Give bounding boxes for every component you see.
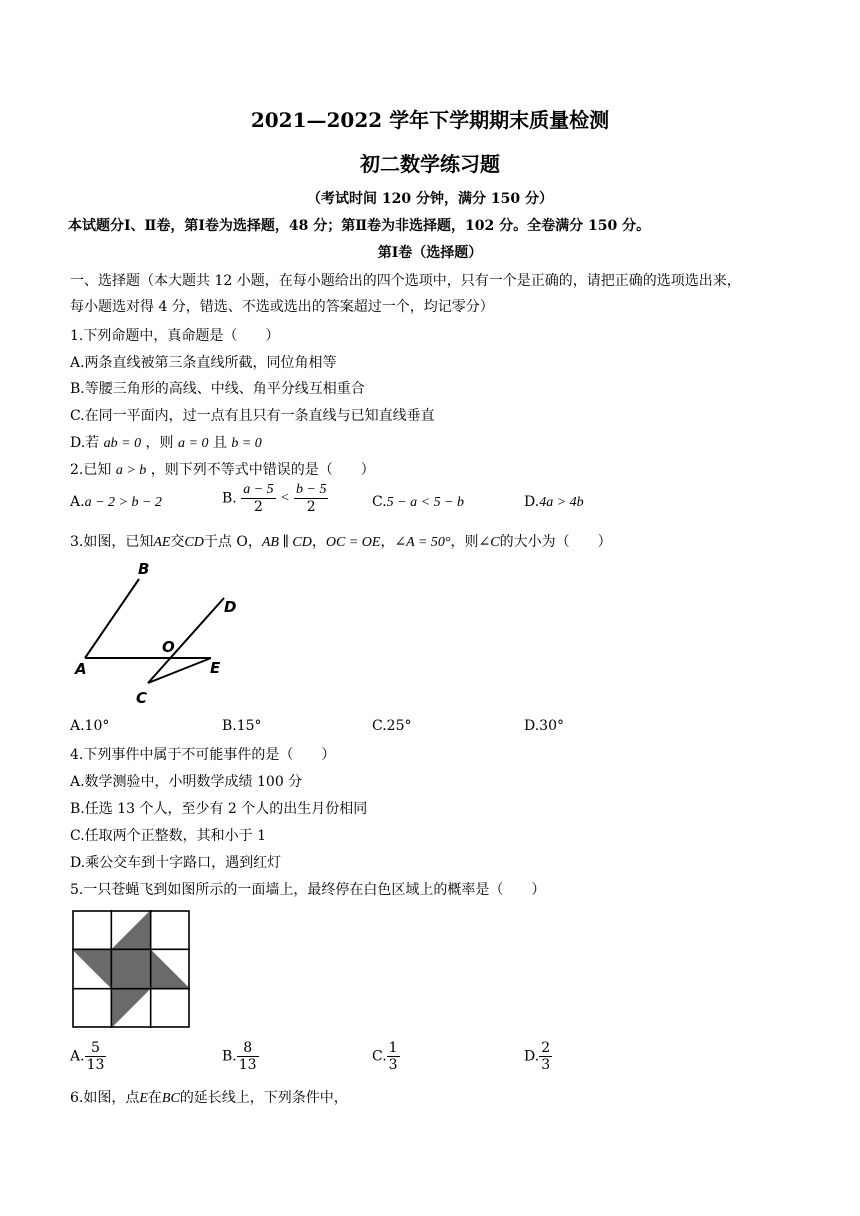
q2-c-label: C. [372,494,387,510]
q6-stem-t2: 的延长线上，下列条件中， [179,1090,348,1106]
q5-a-num: 5 [85,1040,107,1057]
q1-d-and: 且 [212,435,227,451]
q1-option-c: C.在同一平面内，过一点有且只有一条直线与已知直线垂直 [70,408,435,424]
q2-b-frac1 [241,482,275,515]
q2-stem-suffix: ，则下列不等式中错误的是（ ） [150,462,375,478]
label-e: E [210,659,221,677]
q4-option-b: B.任选 13 个人，至少有 2 个人的出生月份相同 [70,801,368,817]
q5-c-num: 1 [388,1040,398,1056]
q2-b-num1: a − 5 [241,482,275,499]
q3-stem-t1: 交 [170,534,185,550]
label-b: B [138,560,150,578]
q4-option-d: D.乘公交车到十字路口，遇到红灯 [70,855,282,871]
q3-stem-t2: 于点 O， [203,534,262,550]
q5-stem: 5.一只苍蝇飞到如图所示的一面墙上，最终停在白色区域上的概率是（ ） [70,882,546,898]
q5-b-den: 13 [238,1057,257,1074]
q6-stem-t1: 在 [147,1090,162,1106]
segment-ce [148,658,211,683]
label-a: A [75,660,87,678]
q5-b-label: B. [222,1048,237,1065]
q5-a-den: 13 [86,1057,105,1074]
q2-b-den1: 2 [253,499,263,516]
q3-stem-t4: ， [380,534,395,550]
q6-stem-prefix: 6.如图，点 [70,1090,140,1106]
q3-figure-lines [85,579,224,683]
label-o: O [162,638,175,656]
q5-c-den: 3 [388,1057,398,1074]
q2-b-num2: b − 5 [294,482,328,499]
q3-figure [70,555,240,710]
q1-d-math1: ab = 0 [103,436,142,451]
q2-a-math: a − 2 > b − 2 [84,495,162,510]
q5-b-num: 8 [237,1040,259,1057]
time-note: （考试时间 120 分钟，满分 150 分） [307,191,553,207]
q2-stem [70,459,375,479]
q5-option-a [70,1040,106,1073]
q3-option-a: A.10° [70,718,110,734]
label-d: D [224,598,237,616]
q6-stem-math2: BC [161,1091,180,1106]
q3-stem-prefix: 3.如图，已知 [70,534,154,550]
q5-a-label: A. [70,1048,85,1065]
q5-d-frac [539,1040,552,1073]
q6-stem-math1: E [139,1091,148,1106]
q3-stem-t6: 的大小为（ ） [499,534,612,550]
q3-stem-math6: ∠C [478,535,500,550]
q2-b-den2: 2 [306,499,316,516]
q5-c-frac [387,1040,400,1073]
exam-subtitle: 初二数学练习题 [360,152,500,176]
q4-stem: 4.下列事件中属于不可能事件的是（ ） [70,747,336,763]
q1-option-b: B.等腰三角形的高线、中线、角平分线互相重合 [70,381,365,397]
q2-option-c [372,494,464,511]
q2-option-b [222,482,328,515]
q2-stem-math: a > b [115,463,147,478]
q2-d-label: D. [524,494,540,510]
q3-stem-t5: ，则 [450,534,479,550]
q1-d-math3: b = 0 [231,436,262,451]
q3-option-c: C.25° [372,718,412,734]
q1-stem: 1.下列命题中，真命题是（ ） [70,328,280,344]
q2-b-frac2 [294,482,328,515]
q1-d-math2: a = 0 [178,436,209,451]
q5-option-d [524,1040,552,1073]
q3-stem-math2: CD [184,535,204,550]
q2-option-d [524,494,584,511]
q5-option-b [222,1040,259,1073]
q4-option-c: C.任取两个正整数，其和小于 1 [70,828,267,844]
q6-stem [70,1087,348,1107]
part-title: 第Ⅰ卷（选择题） [377,245,483,261]
q5-d-num: 2 [541,1040,551,1056]
section-instructions-line1: 一、选择题（本大题共 12 小题，在每小题给出的四个选项中，只有一个是正确的，请把正确的选项选出来， [70,273,741,289]
q3-stem-math5: ∠A = 50° [394,535,451,550]
structure-note: 本试题分Ⅰ、Ⅱ卷，第Ⅰ卷为选择题，48 分；第Ⅱ卷为非选择题，102 分。全卷满分 150 分。 [68,218,651,234]
q2-option-a [70,494,162,511]
q3-stem-t3: ， [311,534,326,550]
q1-d-mid: ，则 [145,435,174,451]
q5-a-frac [85,1040,107,1073]
q2-c-math: 5 − a < 5 − b [386,495,465,510]
q1-option-a: A.两条直线被第三条直线所截，同位角相等 [70,355,337,371]
label-c: C [136,689,148,707]
q2-stem-prefix: 2.已知 [70,462,112,478]
q3-stem-math4: OC = OE [325,535,381,550]
q2-a-label: A. [70,494,85,510]
segment-ab [85,579,139,658]
q5-d-den: 3 [541,1057,551,1074]
q4-option-a: A.数学测验中，小明数学成绩 100 分 [70,774,303,790]
q2-b-op: < [280,490,290,506]
section-instructions-line2: 每小题选对得 4 分，错选、不选或选出的答案超过一个，均记零分） [70,299,494,315]
q5-grid-figure [72,910,190,1028]
q5-b-frac [237,1040,259,1073]
q5-c-label: C. [372,1048,387,1065]
q3-option-b: B.15° [222,718,262,734]
q5-option-c [372,1040,400,1073]
q5-d-label: D. [524,1048,540,1065]
q3-stem-math3: AB ∥ CD [261,535,312,550]
q2-d-math: 4a > 4b [539,495,584,510]
q3-stem [70,531,612,551]
q2-b-label: B. [222,490,237,507]
q3-option-d: D.30° [524,718,564,734]
q3-stem-math1: AE [153,535,171,550]
q1-option-d [70,432,262,452]
q1-d-prefix: D.若 [70,435,100,451]
exam-title: 2021—2022 学年下学期期末质量检测 [250,108,610,132]
